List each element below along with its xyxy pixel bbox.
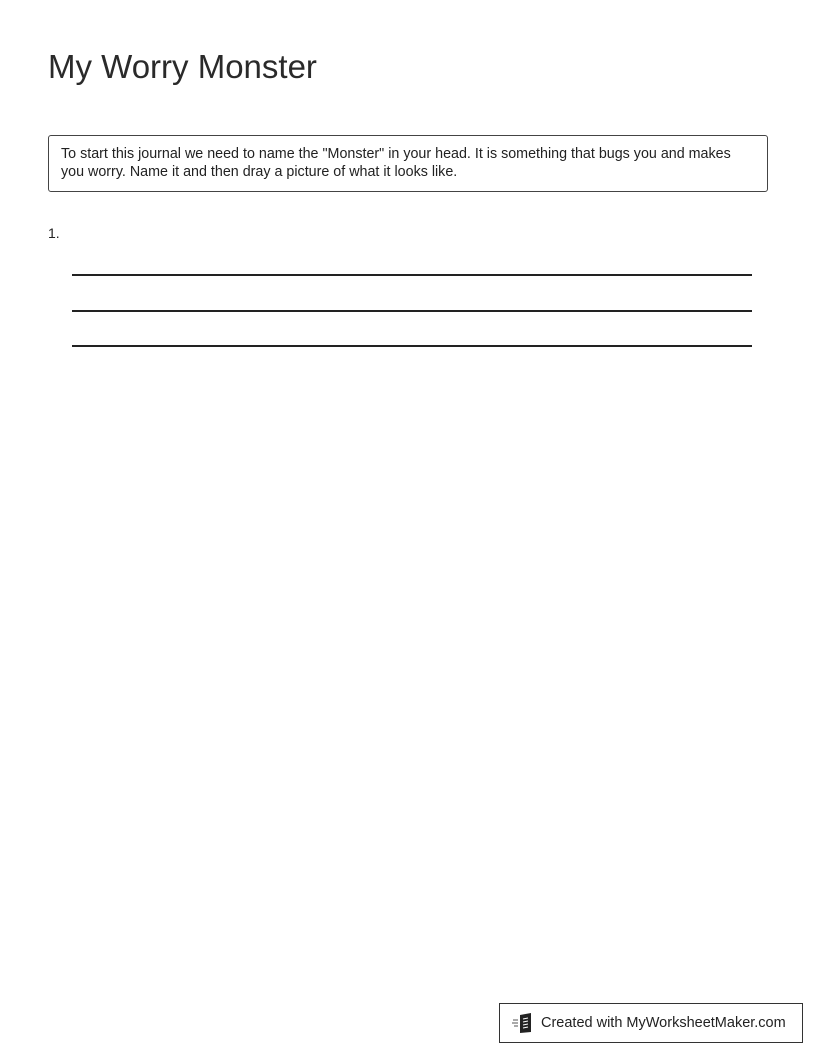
answer-line-1[interactable]	[72, 274, 752, 276]
answer-line-3[interactable]	[72, 345, 752, 347]
page-title: My Worry Monster	[48, 48, 317, 85]
question-number: 1.	[48, 225, 60, 241]
footer-text: Created with MyWorksheetMaker.com	[541, 1015, 786, 1031]
worksheet-maker-logo-icon	[512, 1012, 534, 1034]
answer-line-2[interactable]	[72, 310, 752, 312]
footer-badge	[499, 1003, 803, 1043]
instructions-box: To start this journal we need to name the "Monster" in your head. It is something that bugs you and makes you worry. Name it and then dray a picture of what it looks like.	[48, 135, 768, 192]
